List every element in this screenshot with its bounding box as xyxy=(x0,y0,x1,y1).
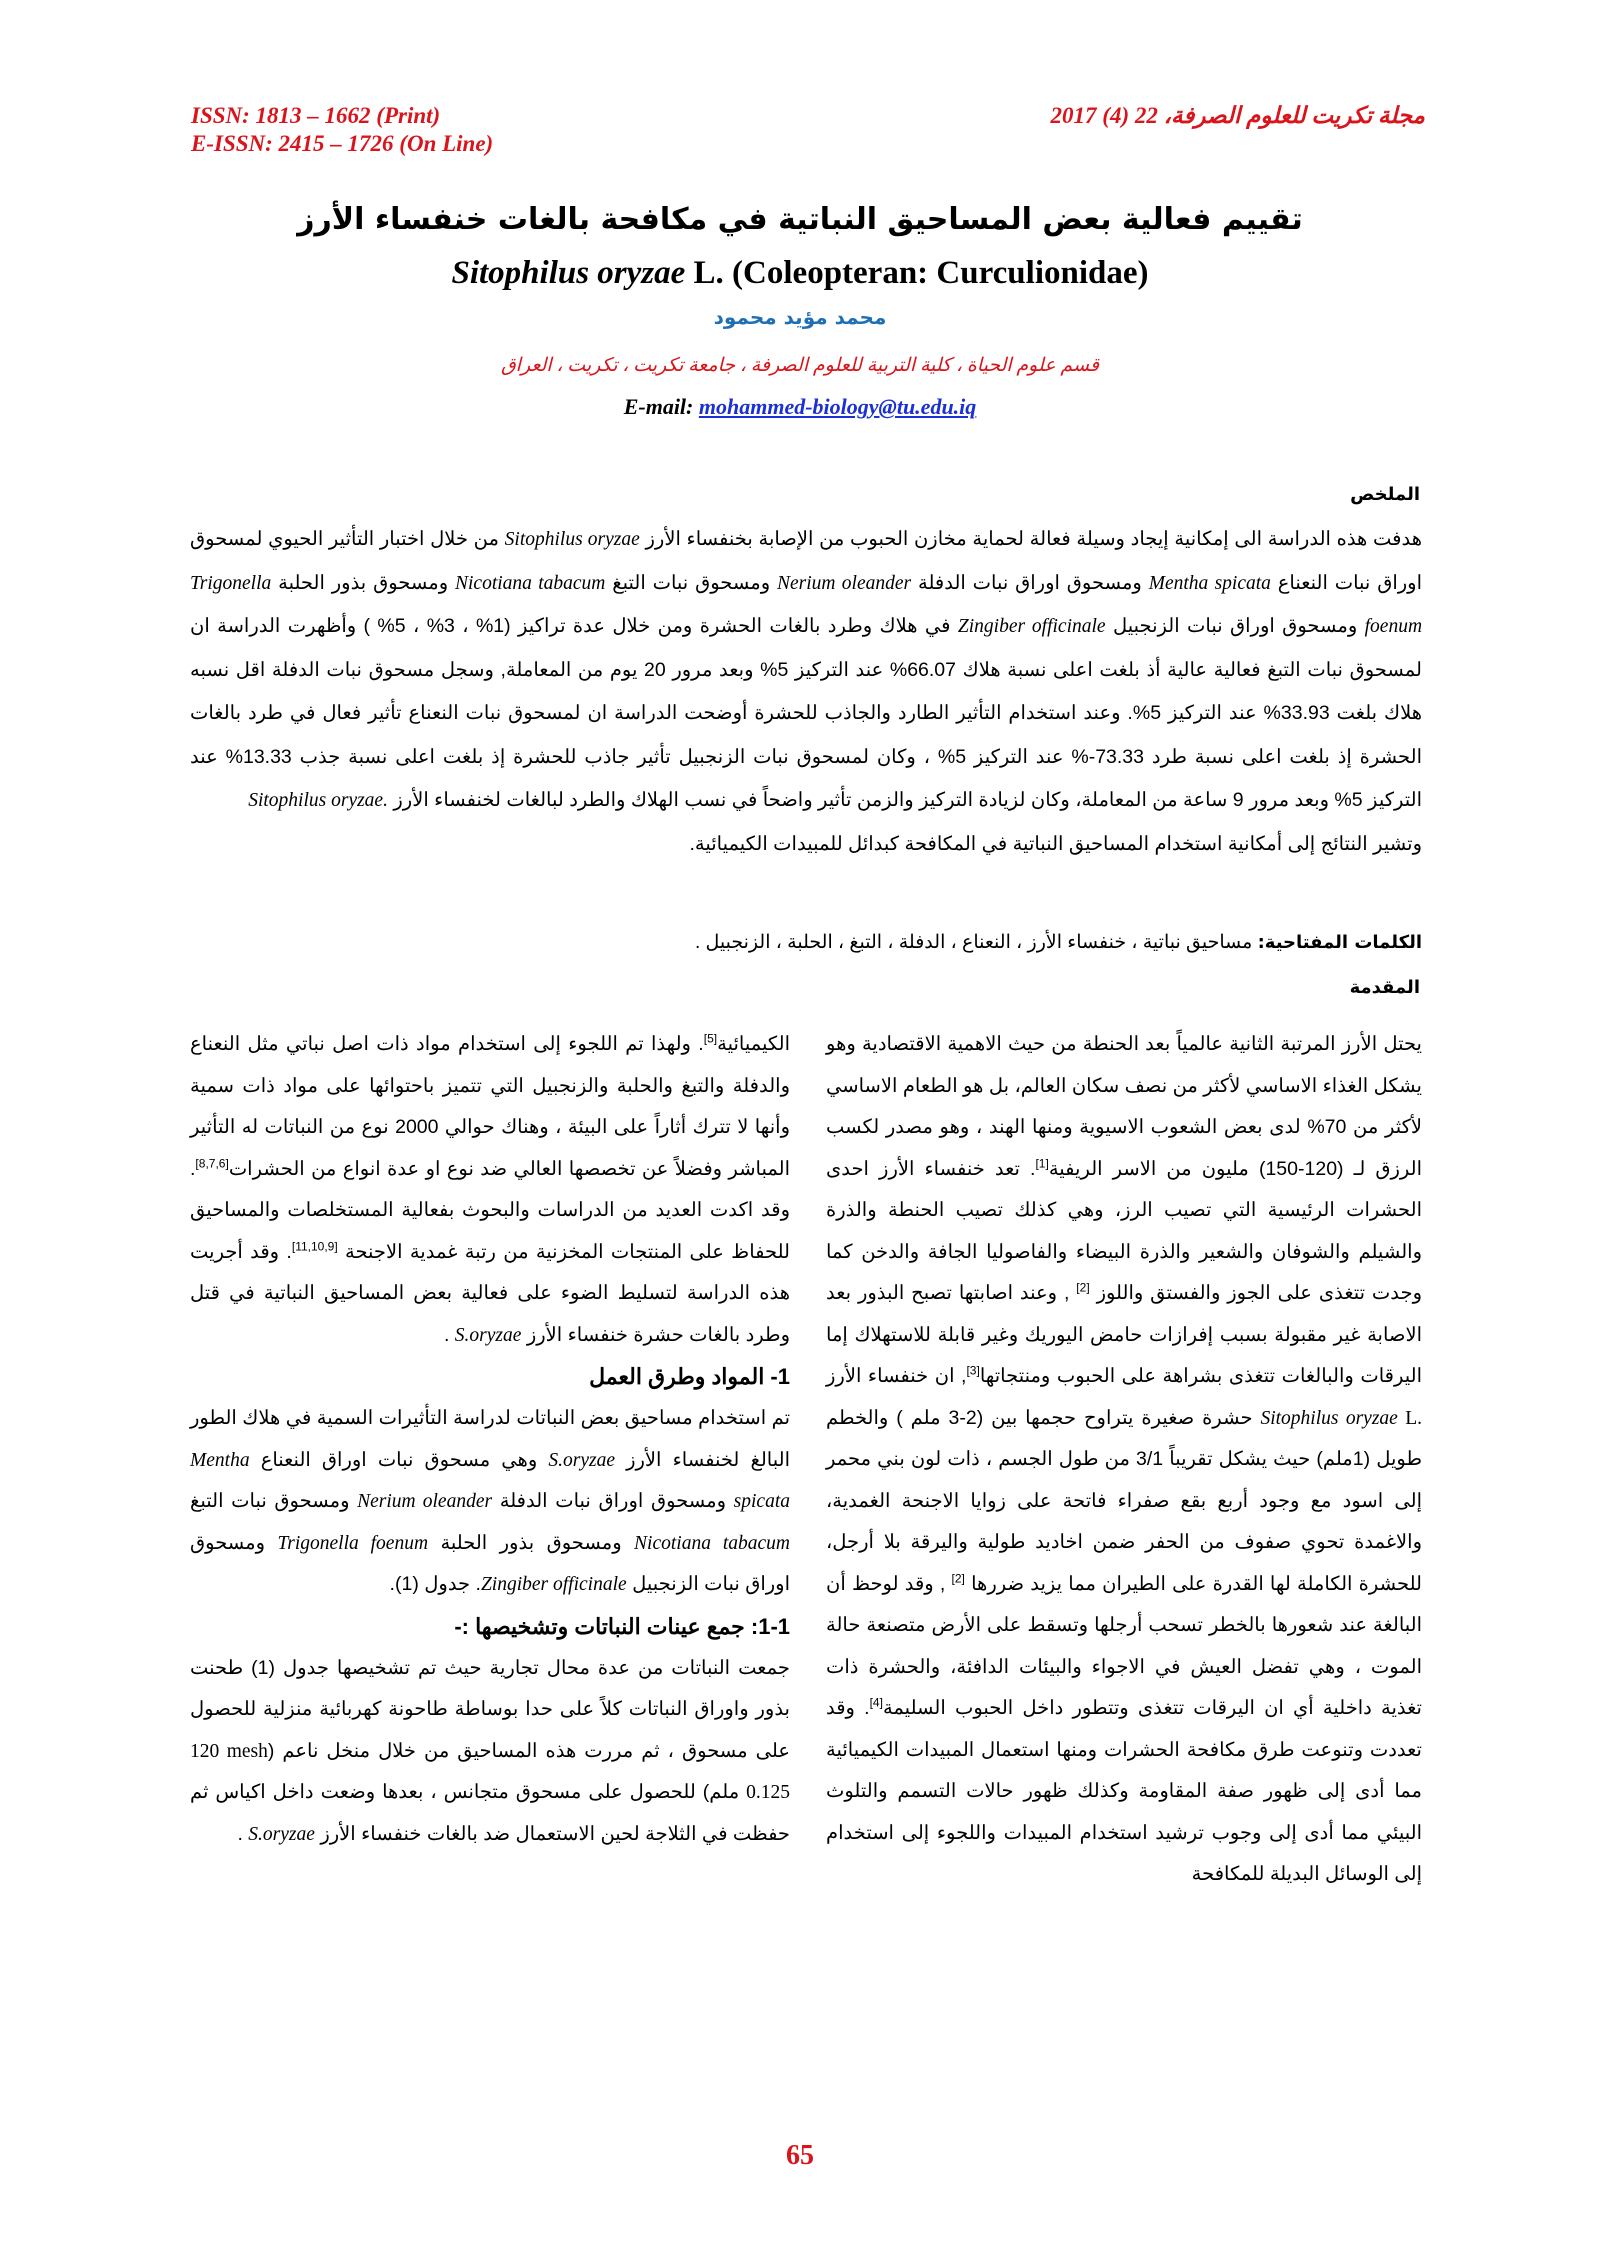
species-name: Trigonella foenum xyxy=(190,572,1423,637)
methods-text: ومسحوق اوراق نبات الدفلة xyxy=(492,1490,734,1512)
citation: [1] xyxy=(1035,1156,1049,1170)
species-name: Sitophilus oryzae xyxy=(504,529,640,550)
species-name: Zingiber officinale xyxy=(957,616,1106,637)
species-name: Mentha spicata xyxy=(190,1449,790,1512)
abstract-text: ومسحوق اوراق نبات الزنجبيل xyxy=(1112,615,1358,637)
subsection-paragraph xyxy=(190,1648,790,1856)
introduction-paragraph xyxy=(826,1024,1422,1896)
intro-text: . وقد أجريت هذه الدراسة لتسليط الضوء على فعالية بعض المساحيق النباتية في قتل وطرد بالغات حشرة خنفساء الأرز xyxy=(190,1240,790,1346)
species-name: Nerium oleander xyxy=(357,1491,493,1512)
citation: [2] xyxy=(1076,1280,1090,1295)
methods-text: وهي مسحوق نبات اوراق النعناع xyxy=(249,1448,549,1471)
citation: [4] xyxy=(869,1695,883,1710)
author-name: محمد مؤيد محمود xyxy=(713,305,887,329)
intro-text: , وعند اصابتها تصبح البذور بعد الاصابة غير مقبولة بسبب إفرازات حامض اليوريك وغير قابلة للاستهلاك إما اليرقات والبالغات تتغذى بشراهة على الحبوب ومنتجاتها xyxy=(826,1282,1422,1387)
abstract-text: ومسحوق بذور الحلبة xyxy=(278,571,449,594)
abstract-text: في هلاك وطرد بالغات الحشرة ومن خلال عدة تراكيز (1% ، 3% ، 5% ) وأظهرت الدراسة ان لمسحوق نبات التبغ فعالية عالية أذ بلغت اعلى نسبة هلاك 66.07% عند التركيز 5% وبعد مرور 20 يوم من المعاملة, وسجل مسحوق نبات الدفلة اقل نسبه هلاك بلغت 33.93% عند التركيز 5%. وعند استخدام التأثير الطارد والجاذب للحشرة أوضحت الدراسة ان لمسحوق نبات النعناع تأثير فعال في طرد بالغات الحشرة إذ بلغت اعلى نسبة طرد 73.33-% عند التركيز 5% ، وكان لمسحوق نبات الزنجبيل تأثير جاذب للحشرة إذ بلغت اعلى نسبة جذب 13.33% عند التركيز 5% وبعد مرور 9 ساعة من المعاملة، وكان لزيادة التركيز والزمن تأثير واضحاً في نسب الهلاك والطرد لبالغات لخنفساء الأرز xyxy=(190,615,1423,811)
methods-heading: 1- المواد وطرق العمل xyxy=(589,1364,790,1389)
intro-text: , وقد لوحظ أن البالغة عند شعورها بالخطر تسحب أرجلها وتسقط على الأرض متصنعة حالة الموت ، وهي تفضل العيش في الاجواء والبيئات الدافئة، والحشرة ذات تغذية داخلية أي ان اليرقات تتغذى وتتطور داخل الحبوب السليمة xyxy=(826,1572,1422,1719)
species-name: S.oryzae xyxy=(248,1823,315,1845)
issn-block xyxy=(191,102,493,158)
citation: [3] xyxy=(966,1363,980,1378)
intro-text: . تعد خنفساء الأرز احدى الحشرات الرئيسية التي تصيب الرز، وهي كذلك تصيب الحنطة والذرة والشيلم والشوفان والشعير والذرة البيضاء والفاصوليا الجافة والدخن كما وجدت تتغذى على الجوز والفستق واللوز xyxy=(826,1157,1422,1304)
paper-title-english xyxy=(0,253,1600,293)
affiliation: قسم علوم الحياة ، كلية التربية للعلوم الصرفة ، جامعة تكريت ، تكريت ، العراق xyxy=(500,355,1100,376)
introduction-paragraph-continued xyxy=(190,1024,790,1356)
methods-text: تم استخدام مساحيق بعض النباتات لدراسة التأثيرات السمية في هلاك الطور البالغ لخنفساء الأرز xyxy=(190,1407,790,1471)
methods-text: ومسحوق اوراق نبات الزنجبيل xyxy=(190,1531,790,1595)
methods-text: . xyxy=(237,1822,249,1845)
species-name: Zingiber officinale xyxy=(480,1574,627,1595)
citation: [8,7,6] xyxy=(195,1156,229,1170)
species-italic: Sitophilus oryzae xyxy=(1260,1407,1398,1429)
species-name xyxy=(1260,1408,1422,1429)
mesh-size: 120 mesh 0.125 xyxy=(190,1740,790,1803)
email-link[interactable]: mohammed-biology@tu.edu.iq xyxy=(698,394,977,419)
species-name: Nicotiana tabacum xyxy=(634,1532,791,1554)
species-name: Sitophilus oryzae xyxy=(451,255,686,291)
species-author: L. xyxy=(1397,1407,1422,1429)
methods-text: ملم) للحصول على مسحوق متجانس ، بعدها وضعت داخل اكياس ثم حفظت في الثلاجة لحين الاستعمال ضد بالغات خنفساء الأرز xyxy=(190,1781,790,1845)
page-number: 65 xyxy=(786,2140,814,2171)
abstract-text: هدفت هذه الدراسة الى إمكانية إيجاد وسيلة فعالة لحماية مخازن الحبوب من الإصابة بخنفساء الأرز xyxy=(645,528,1423,550)
species-name: S.oryzae xyxy=(548,1449,615,1471)
species-name: Mentha spicata xyxy=(1148,572,1271,594)
abstract-text: ومسحوق اوراق نبات الدفلة xyxy=(917,571,1142,594)
intro-text: . وقد اكدت العديد من الدراسات والبحوث بفعالية المستخلصات والمساحيق للحفاظ على المنتجات المخزنية من رتبة غمدية الاجنحة xyxy=(190,1157,790,1263)
citation: [2] xyxy=(951,1571,965,1585)
abstract-text: ومسحوق نبات التبغ xyxy=(612,571,771,594)
paper-title-arabic: تقييم فعالية بعض المساحيق النباتية في مكافحة بالغات خنفساء الأرز xyxy=(297,202,1303,237)
intro-text: حشرة صغيرة يتراوح حجمها بين (2-3 ملم ) والخطم طويل (1ملم) حيث يشكل تقريباً 3/1 من طول الجسم ، ذات لون بني محمر إلى اسود مع وجود أربع بقع صفراء فاتحة على زوايا الاجنحة الغمدية، والاغمدة تحوي صفوف من الحفر ضمن اخاديد طولية واليرقة بلا أرجل، للحشرة الكاملة لها القدرة على الطيران مما يزيد ضررها xyxy=(826,1406,1422,1595)
methods-text: ومسحوق نبات التبغ xyxy=(190,1490,358,1512)
column-left xyxy=(190,1024,790,1855)
keywords xyxy=(695,928,1422,958)
issn-online: E-ISSN: 2415 – 1726 (On Line) xyxy=(191,131,494,156)
intro-text: يحتل الأرز المرتبة الثانية عالمياً بعد الحنطة من حيث الاهمية الاقتصادية وهو يشكل الغذاء الاساسي لأكثر من نصف سكان العالم، بل هو الطعام الاساسي لأكثر من 70% لدى بعض الشعوب الاسيوية ومنها الهند ، وهو مصدر لكسب الرزق لـ (120-150) مليون من الاسر الريفية xyxy=(826,1033,1423,1180)
species-name: Sitophilus oryzae. xyxy=(248,790,388,811)
methods-text: جمعت النباتات من عدة محال تجارية حيث تم تشخيصها جدول (1) طحنت بذور واوراق النباتات كلاً على حدا بوساطة طاحونة كهربائية منزلية للحصول على مسحوق ، ثم مررت هذه المساحيق من خلال منخل ناعم ( xyxy=(190,1656,790,1762)
introduction-heading: المقدمة xyxy=(1349,977,1420,998)
species-name: Trigonella foenum xyxy=(277,1532,429,1554)
citation: [11,10,9] xyxy=(291,1239,338,1253)
email-line xyxy=(0,392,1600,422)
abstract-heading: الملخص xyxy=(1350,484,1420,505)
column-right xyxy=(826,1024,1422,1896)
abstract-text: وتشير النتائج إلى أمكانية استخدام المساحيق النباتية في المكافحة كبدائل للمبيدات الكيميائية. xyxy=(689,832,1422,855)
issn-print: ISSN: 1813 – 1662 (Print) xyxy=(191,103,441,128)
methods-text: ومسحوق بذور الحلبة xyxy=(428,1531,635,1554)
journal-citation: مجلة تكريت للعلوم الصرفة، 22 (4) 2017 xyxy=(1050,103,1425,128)
intro-text: الكيميائية xyxy=(717,1033,790,1055)
methods-text: . جدول (1). xyxy=(389,1573,481,1595)
intro-text: . xyxy=(443,1323,455,1346)
subsection-heading: 1-1: جمع عينات النباتات وتشخيصها :- xyxy=(454,1613,790,1639)
email-label: E-mail: xyxy=(623,394,699,419)
species-name: Nerium oleander xyxy=(776,572,912,594)
taxonomy: L. (Coleopteran: Curculionidae) xyxy=(685,255,1149,291)
intro-text: , ان خنفساء الأرز xyxy=(826,1365,967,1387)
species-name: Nicotiana tabacum xyxy=(455,572,606,594)
keywords-label: الكلمات المفتاحية: xyxy=(1257,932,1422,953)
methods-paragraph xyxy=(190,1398,790,1606)
intro-text: . وقد تعددت وتنوعت طرق مكافحة الحشرات ومنها استعمال المبيدات الكيميائية مما أدى إلى ظهور صفة المقاومة وكذلك ظهور حالات التسمم والتلوث البيئي مما أدى إلى وجوب ترشيد استخدام المبيدات واللجوء إلى استخدام إلى الوسائل البديلة للمكافحة xyxy=(826,1697,1422,1885)
keywords-list: مساحيق نباتية ، خنفساء الأرز ، النعناع ، الدفلة ، التبغ ، الحلبة ، الزنجبيل . xyxy=(694,932,1258,953)
species-name: S.oryzae xyxy=(454,1324,522,1346)
abstract-text: من خلال اختبار التأثير الحيوي لمسحوق اوراق نبات النعناع xyxy=(190,528,1423,594)
abstract-body xyxy=(190,518,1422,866)
intro-text: . ولهذا تم اللجوء إلى استخدام مواد ذات اصل نباتي مثل النعناع والدفلة والتبغ والحلبة والزنجبيل التي تتميز باحتوائها على مواد ذات سمية وأنها لا تترك أثاراً على البيئة ، وهناك حوالي 2000 نوع من النباتات له التأثير المباشر وفضلاً عن تخصصها العالي ضد نوع او عدة انواع من الحشرات xyxy=(190,1033,790,1180)
citation: [5] xyxy=(703,1031,718,1046)
